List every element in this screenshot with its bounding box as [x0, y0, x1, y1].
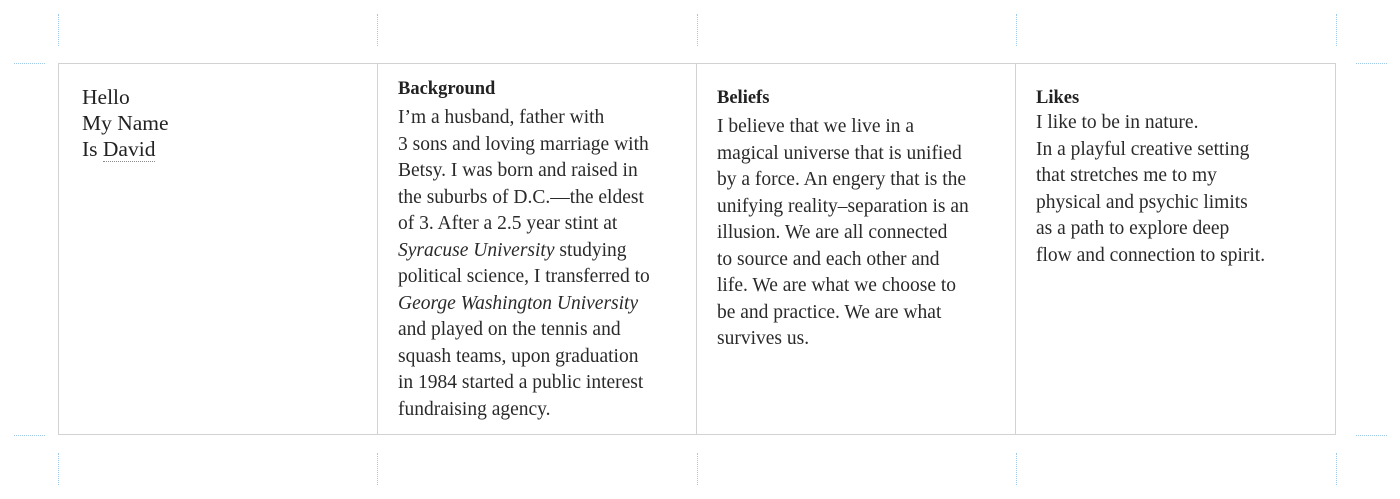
text-line: life. We are what we choose to	[717, 275, 957, 296]
text-line: unifying reality–separation is an	[717, 195, 969, 217]
italic-text: Syracuse University	[398, 239, 555, 261]
text-line: fundraising agency.	[398, 398, 551, 420]
text-line: to source and each other and	[717, 248, 940, 270]
text-line: as a path to explore deep	[1036, 218, 1230, 239]
guide-mark	[14, 435, 45, 436]
guide-mark	[1336, 14, 1337, 46]
beliefs-title: Beliefs	[717, 88, 770, 108]
text-line: physical and psychic limits	[1036, 191, 1248, 213]
likes-column	[1016, 64, 1335, 434]
italic-text: George Washington University	[398, 292, 639, 314]
text-line: squash teams, upon graduation	[398, 345, 639, 367]
background-title: Background	[398, 79, 496, 99]
text-line: Syracuse University studying	[398, 239, 627, 261]
text-line: be and practice. We are what	[717, 301, 942, 323]
text-line: Betsy. I was born and raised in	[398, 160, 638, 181]
text-line: by a force. An engery that is the	[717, 169, 967, 190]
intro-column	[59, 64, 378, 434]
intro-line-3-prefix: Is	[82, 137, 103, 161]
guide-mark	[377, 14, 378, 46]
guide-mark	[1336, 453, 1337, 485]
text-line: the suburbs of D.C.—the eldest	[398, 186, 644, 208]
guide-mark	[697, 14, 698, 46]
guide-mark	[1356, 63, 1387, 64]
guide-mark	[1356, 435, 1387, 436]
guide-mark	[1016, 453, 1017, 485]
name-link[interactable]: David	[102, 137, 156, 161]
profile-card	[58, 63, 1336, 435]
text-line: illusion. We are all connected	[717, 222, 948, 243]
beliefs-column	[697, 64, 1016, 434]
text-line: 3 sons and loving marriage with	[398, 133, 649, 155]
text-line: I’m a husband, father with	[398, 107, 605, 128]
text-line: and played on the tennis and	[398, 319, 621, 340]
text-line: political science, I transferred to	[398, 266, 650, 287]
guide-mark	[1016, 14, 1017, 46]
beliefs-text	[717, 114, 1007, 353]
text-line: that stretches me to my	[1036, 165, 1217, 186]
text-line: of 3. After a 2.5 year stint at	[398, 213, 618, 234]
text-line: I like to be in nature.	[1036, 112, 1199, 133]
guide-mark	[14, 63, 45, 64]
likes-text	[1036, 110, 1327, 269]
text-line: survives us.	[717, 328, 810, 349]
guide-mark	[697, 453, 698, 485]
intro-line-1: Hello	[82, 85, 130, 109]
text-line: in 1984 started a public interest	[398, 372, 644, 393]
text-line: I believe that we live in a	[717, 116, 915, 137]
guide-mark	[377, 453, 378, 485]
text-line: flow and connection to spirit.	[1036, 244, 1266, 266]
text-line: In a playful creative setting	[1036, 138, 1250, 160]
guide-mark	[58, 14, 59, 46]
intro-line-3	[82, 136, 369, 162]
likes-title: Likes	[1036, 88, 1080, 108]
guide-mark	[58, 453, 59, 485]
intro-line-2: My Name	[82, 111, 169, 135]
background-text	[398, 105, 688, 423]
text-line	[398, 291, 688, 318]
text-line: magical universe that is unified	[717, 142, 962, 164]
background-column	[378, 64, 697, 434]
